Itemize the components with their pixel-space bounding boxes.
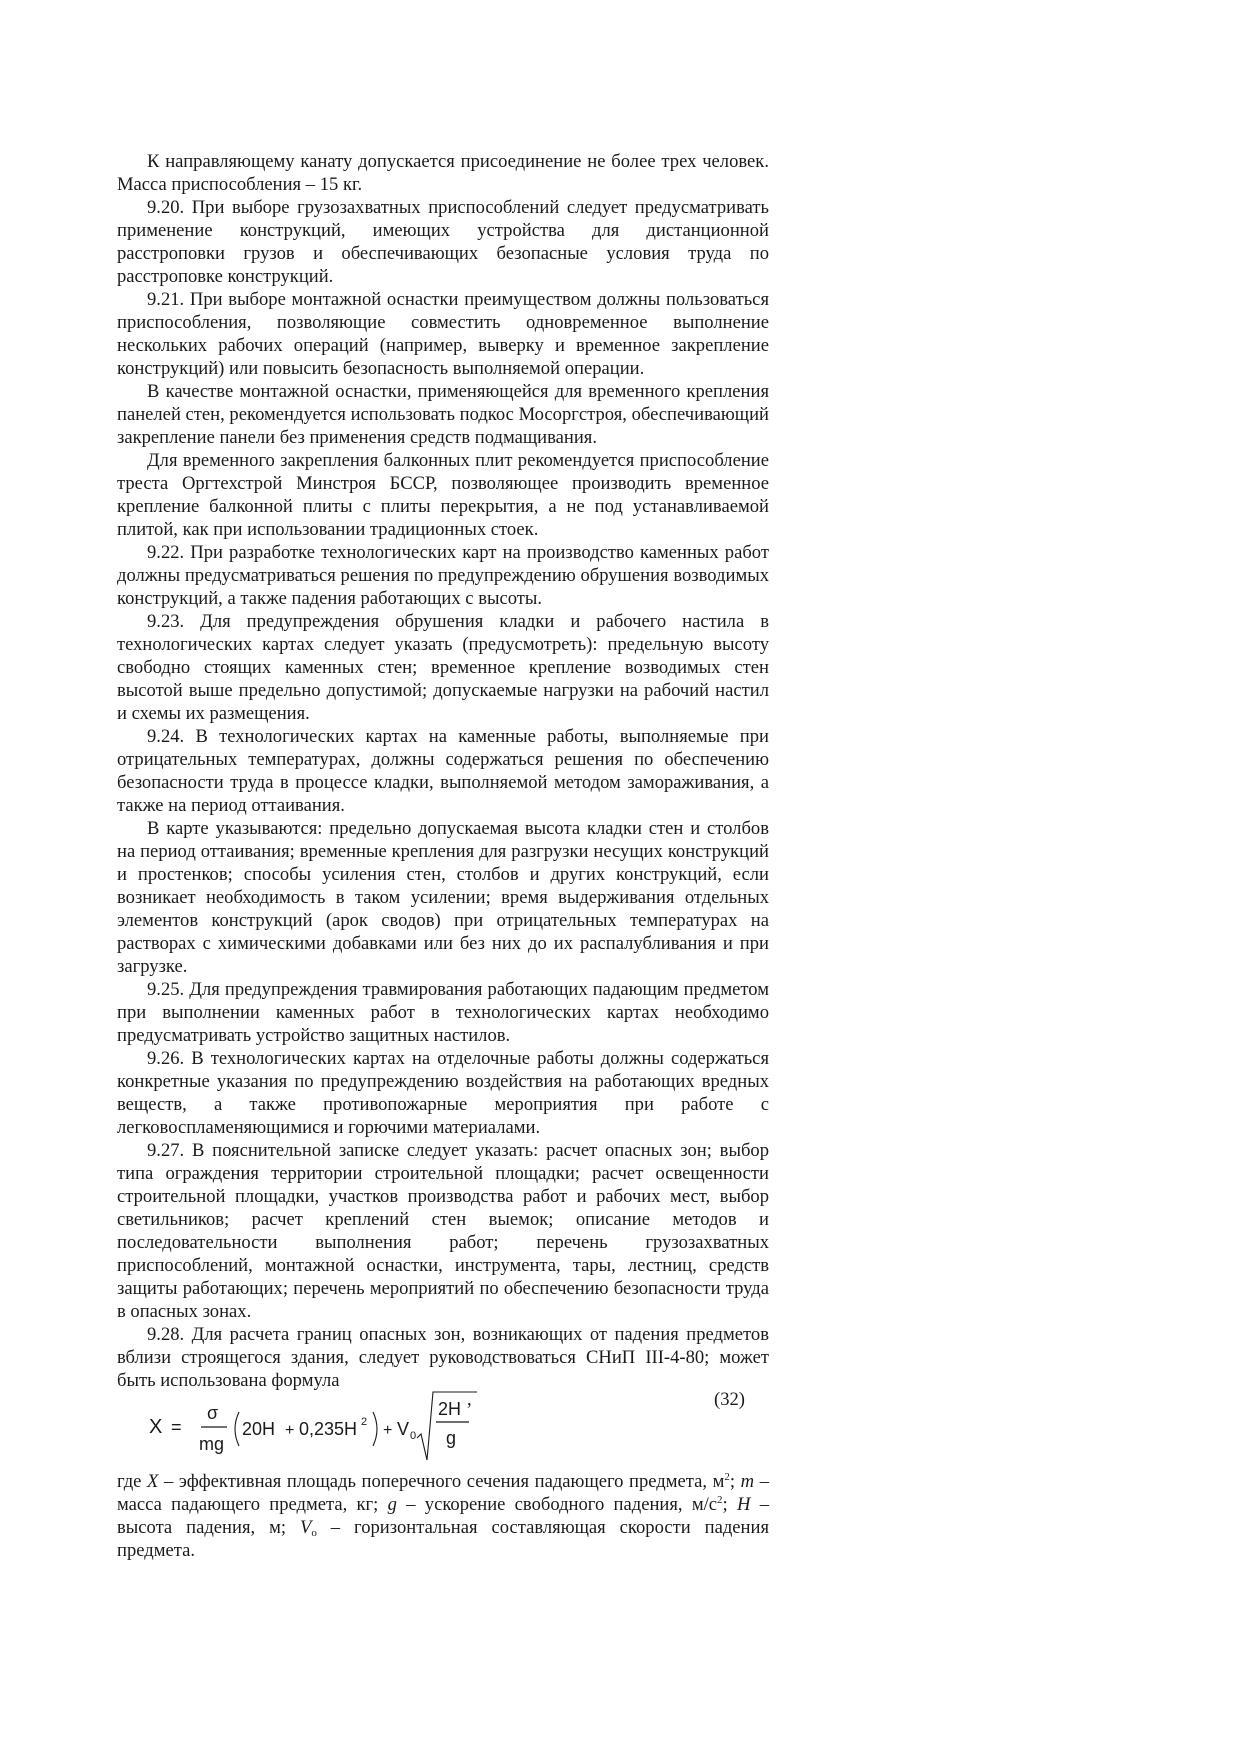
danger-zone-formula (147, 1388, 487, 1468)
paragraph-9-26: 9.26. В технологических картах на отделочные работы должны содержаться конкретные указания по предупреждению воздействия на работающих вредных веществ, а также противопожарные мероприятия при работе с легковоспламеняющимися и горючими материалами. (117, 1048, 769, 1138)
symbol-v: V (299, 1517, 312, 1538)
formula-number: (32) (714, 1389, 745, 1410)
formula-comma: , (467, 1389, 472, 1410)
formula-0235h: 0,235H (299, 1419, 358, 1439)
symbol-x: X (147, 1471, 159, 1492)
formula-plus-1: + (285, 1422, 295, 1439)
paragraph-map-indications: В карте указываются: предельно допускаемая высота кладки стен и столбов на период оттаивания; временные крепления для разгрузки несущих конструкций и простенков; способы усиления стен, столбов и других конструкций, если возникает необходимость в таком усилении; время выдерживания отдельных элементов конструкций (арок сводов) при отрицательных температурах на растворах с химическими добавками или без них до их распалубливания и при загрузке. (117, 818, 769, 977)
formula-g: g (446, 1428, 457, 1448)
formula-20h: 20H (242, 1419, 276, 1439)
paragraph-9-27: 9.27. В пояснительной записке следует указать: расчет опасных зон; выбор типа ограждения территории строительной площадки; расчет освещенности строительной площадки, участков производства работ и рабочих мест, выбор светильников; расчет креплений стен выемок; описание методов и последовательности выполнения работ; перечень грузозахватных приспособлений, монтажной оснастки, инструмента, тары, лестниц, средств защиты работающих; перечень мероприятий по обеспечению безопасности труда в опасных зонах. (117, 1140, 769, 1322)
formula-v-subscript: 0 (410, 1430, 417, 1442)
symbol-h: H (736, 1494, 751, 1515)
paragraph-9-23: 9.23. Для предупреждения обрушения кладки и рабочего настила в технологических картах следует указать (предусмотреть): предельную высоту свободно стоящих каменных стен; временное крепление возводимых стен высотой выше предельно допустимой; допускаемые нагрузки на рабочий настил и схемы их размещения. (117, 611, 769, 724)
formula-equals: = (171, 1417, 182, 1437)
paragraph-9-25: 9.25. Для предупреждения травмирования работающих падающим предметом при выполнении каменных работ в технологических картах необходимо предусматривать устройство защитных настилов. (117, 979, 769, 1046)
paragraph-mounting-equipment: В качестве монтажной оснастки, применяющейся для временного крепления панелей стен, рекомендуется использовать подкос Мосоргстроя, обеспечивающий закрепление панели без применения средств подмащивания. (117, 381, 769, 448)
paragraph-9-20: 9.20. При выборе грузозахватных приспособлений следует предусматривать применение конструкций, имеющих устройства для дистанционной расстроповки грузов и обеспечивающих безопасные условия труда по расстроповке конструкций. (117, 197, 769, 287)
paragraph-guide-rope: К направляющему канату допускается присоединение не более трех человек. Масса приспособления – 15 кг. (117, 151, 769, 195)
formula-mg: mg (199, 1434, 225, 1454)
formula-plus-2: + (383, 1422, 393, 1439)
paragraph-9-24: 9.24. В технологических картах на каменные работы, выполняемые при отрицательных температурах, должны содержаться решения по обеспечению безопасности труда в процессе кладки, выполняемой методом замораживания, а также на период оттаивания. (117, 726, 769, 816)
formula-exponent: 2 (361, 1416, 368, 1428)
paragraph-9-22: 9.22. При разработке технологических карт на производство каменных работ должны предусматриваться решения по предупреждению обрушения возводимых конструкций, а также падения работающих с высоты. (117, 542, 769, 609)
paragraph-9-28: 9.28. Для расчета границ опасных зон, возникающих от падения предметов вблизи строящегося здания, следует руководствоваться СНиП III-4-80; может быть использована формула (117, 1324, 769, 1391)
formula-left-paren (235, 1412, 239, 1446)
document-page (117, 150, 769, 1562)
formula-sigma: σ (207, 1403, 219, 1423)
formula-right-paren (373, 1412, 377, 1446)
formula-block (117, 1389, 769, 1470)
paragraph-9-21: 9.21. При выборе монтажной оснастки преимуществом должны пользоваться приспособления, позволяющие совместить одновременное выполнение нескольких рабочих операций (например, выверку и временное закрепление конструкций) или повысить безопасность выполняемой операции. (117, 289, 769, 379)
formula-2h: 2H (438, 1399, 462, 1419)
formula-v: V (397, 1419, 410, 1439)
formula-lhs: X (149, 1416, 163, 1438)
symbol-g: g (387, 1494, 397, 1515)
paragraph-definitions: где X – эффективная площадь поперечного сечения падающего предмета, $м^2$; m – масса падающего предмета, кг; g – ускорение свободного падения, $м/с^2$; H – высота падения, м; $V_о$ – горизонтальная составляющая скорости падения предмета. (117, 1471, 769, 1561)
paragraph-balcony-slabs: Для временного закрепления балконных плит рекомендуется приспособление треста Оргтехстрой Минстроя БССР, позволяющее производить временное крепление балконной плиты с плиты перекрытия, а не под устанавливаемой плитой, как при использовании традиционных стоек. (117, 450, 769, 540)
symbol-m: m (740, 1471, 755, 1492)
